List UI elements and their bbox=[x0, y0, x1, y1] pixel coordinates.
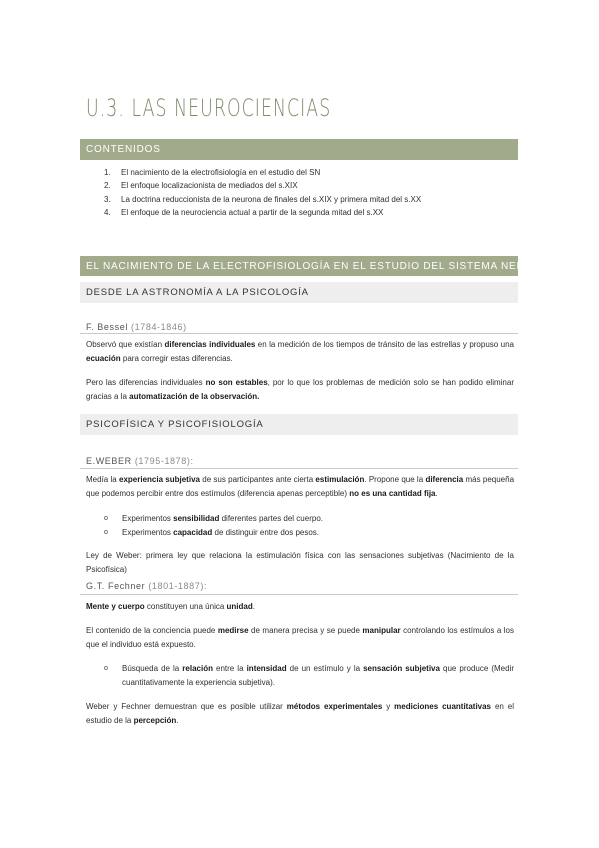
list-item: o Experimentos sensibilidad diferentes partes del cuerpo. bbox=[104, 512, 514, 526]
list-text: El enfoque localizacionista de mediados del s.XIX bbox=[121, 181, 298, 191]
fechner-heading bbox=[86, 581, 207, 591]
list-text: El enfoque de la neurociencia actual a partir de la segunda mitad del s.XX bbox=[121, 207, 384, 217]
contents-header-label: CONTENIDOS bbox=[86, 144, 161, 155]
list-number: 3. bbox=[104, 194, 111, 204]
bullet-icon: o bbox=[104, 515, 108, 522]
divider bbox=[80, 468, 518, 469]
list-text: La doctrina reduccionista de la neurona de finales del s.XIX y primera mitad del s.XX bbox=[121, 194, 422, 204]
list-item bbox=[104, 166, 421, 179]
bullet-icon: o bbox=[104, 665, 108, 672]
list-item: o Experimentos capacidad de distinguir entre dos pesos. bbox=[104, 526, 514, 540]
person-name: F. Bessel bbox=[86, 322, 128, 332]
bullet-icon: o bbox=[104, 529, 108, 536]
list-item bbox=[104, 206, 421, 219]
person-dates: (1784-1846) bbox=[131, 322, 187, 332]
contents-header bbox=[80, 139, 518, 160]
divider bbox=[80, 594, 518, 595]
person-name: G.T. Fechner bbox=[86, 581, 146, 591]
weber-law: Ley de Weber: primera ley que relaciona la estimulación física con las sensaciones subjetivas (Nacimiento de la Psicofísica) bbox=[86, 551, 514, 574]
list-number: 2. bbox=[104, 181, 111, 191]
list-item bbox=[104, 193, 421, 206]
fechner-bullets bbox=[104, 662, 514, 690]
person-dates: (1795-1878): bbox=[134, 456, 194, 466]
list-number: 1. bbox=[104, 168, 111, 177]
bessel-heading bbox=[86, 322, 187, 332]
section-header-label: EL NACIMIENTO DE LA ELECTROFISIOLOGÍA EN EL ESTUDIO DEL SISTEMA NERVIOSO bbox=[86, 260, 561, 272]
subsection-header-label: PSICOFÍSICA Y PSICOFISIOLOGÍA bbox=[86, 419, 264, 430]
subsection-header bbox=[80, 282, 518, 303]
subsection-header-label: DESDE LA ASTRONOMÍA A LA PSICOLOGÍA bbox=[86, 287, 309, 298]
fechner-paragraph-3: Weber y Fechner demuestran que es posible utilizar métodos experimentales y mediciones cuantitativas en el estudio de la percepción. bbox=[86, 702, 515, 725]
person-name: E.WEBER bbox=[86, 456, 132, 466]
fechner-paragraph-2: El contenido de la conciencia puede medirse de manera precisa y se puede manipular controlando los estímulos a los que el individuo está expuesto. bbox=[86, 626, 514, 649]
page-title: U.3. LAS NEUROCIENCIAS bbox=[86, 94, 332, 122]
fechner-paragraph-1: Mente y cuerpo constituyen una única unidad. bbox=[86, 602, 255, 611]
subsection-header bbox=[80, 414, 518, 435]
list-item: o Búsqueda de la relación entre la intensidad de un estímulo y la sensación subjetiva que produce (Medir cuantitativamente la experiencia subjetiva). bbox=[104, 662, 514, 690]
contents-list bbox=[104, 166, 421, 219]
weber-bullets bbox=[104, 512, 514, 540]
list-text: El nacimiento de la electrofisiología en el estudio del SN bbox=[121, 168, 321, 177]
list-item bbox=[104, 179, 421, 192]
weber-heading bbox=[86, 456, 194, 466]
person-dates: (1801-1887): bbox=[148, 581, 208, 591]
list-number: 4. bbox=[104, 207, 111, 217]
bessel-paragraph-2: Pero las diferencias individuales no son estables, por lo que los problemas de medición solo se han podido eliminar gracias a la automatización de la observación. bbox=[86, 378, 514, 401]
section-header bbox=[80, 256, 561, 276]
bessel-paragraph-1: Observó que existían diferencias individuales en la medición de los tiempos de tránsito de las estrellas y propuso una ecuación para corregir estas diferencias. bbox=[86, 340, 515, 363]
weber-paragraph-1: Medía la experiencia subjetiva de sus participantes ante cierta estimulación. Propone que la diferencia más pequeña que podemos percibir entre dos estímulos (diferencia apenas perceptible) no es una cantidad fija. bbox=[86, 475, 515, 498]
divider bbox=[80, 333, 518, 334]
